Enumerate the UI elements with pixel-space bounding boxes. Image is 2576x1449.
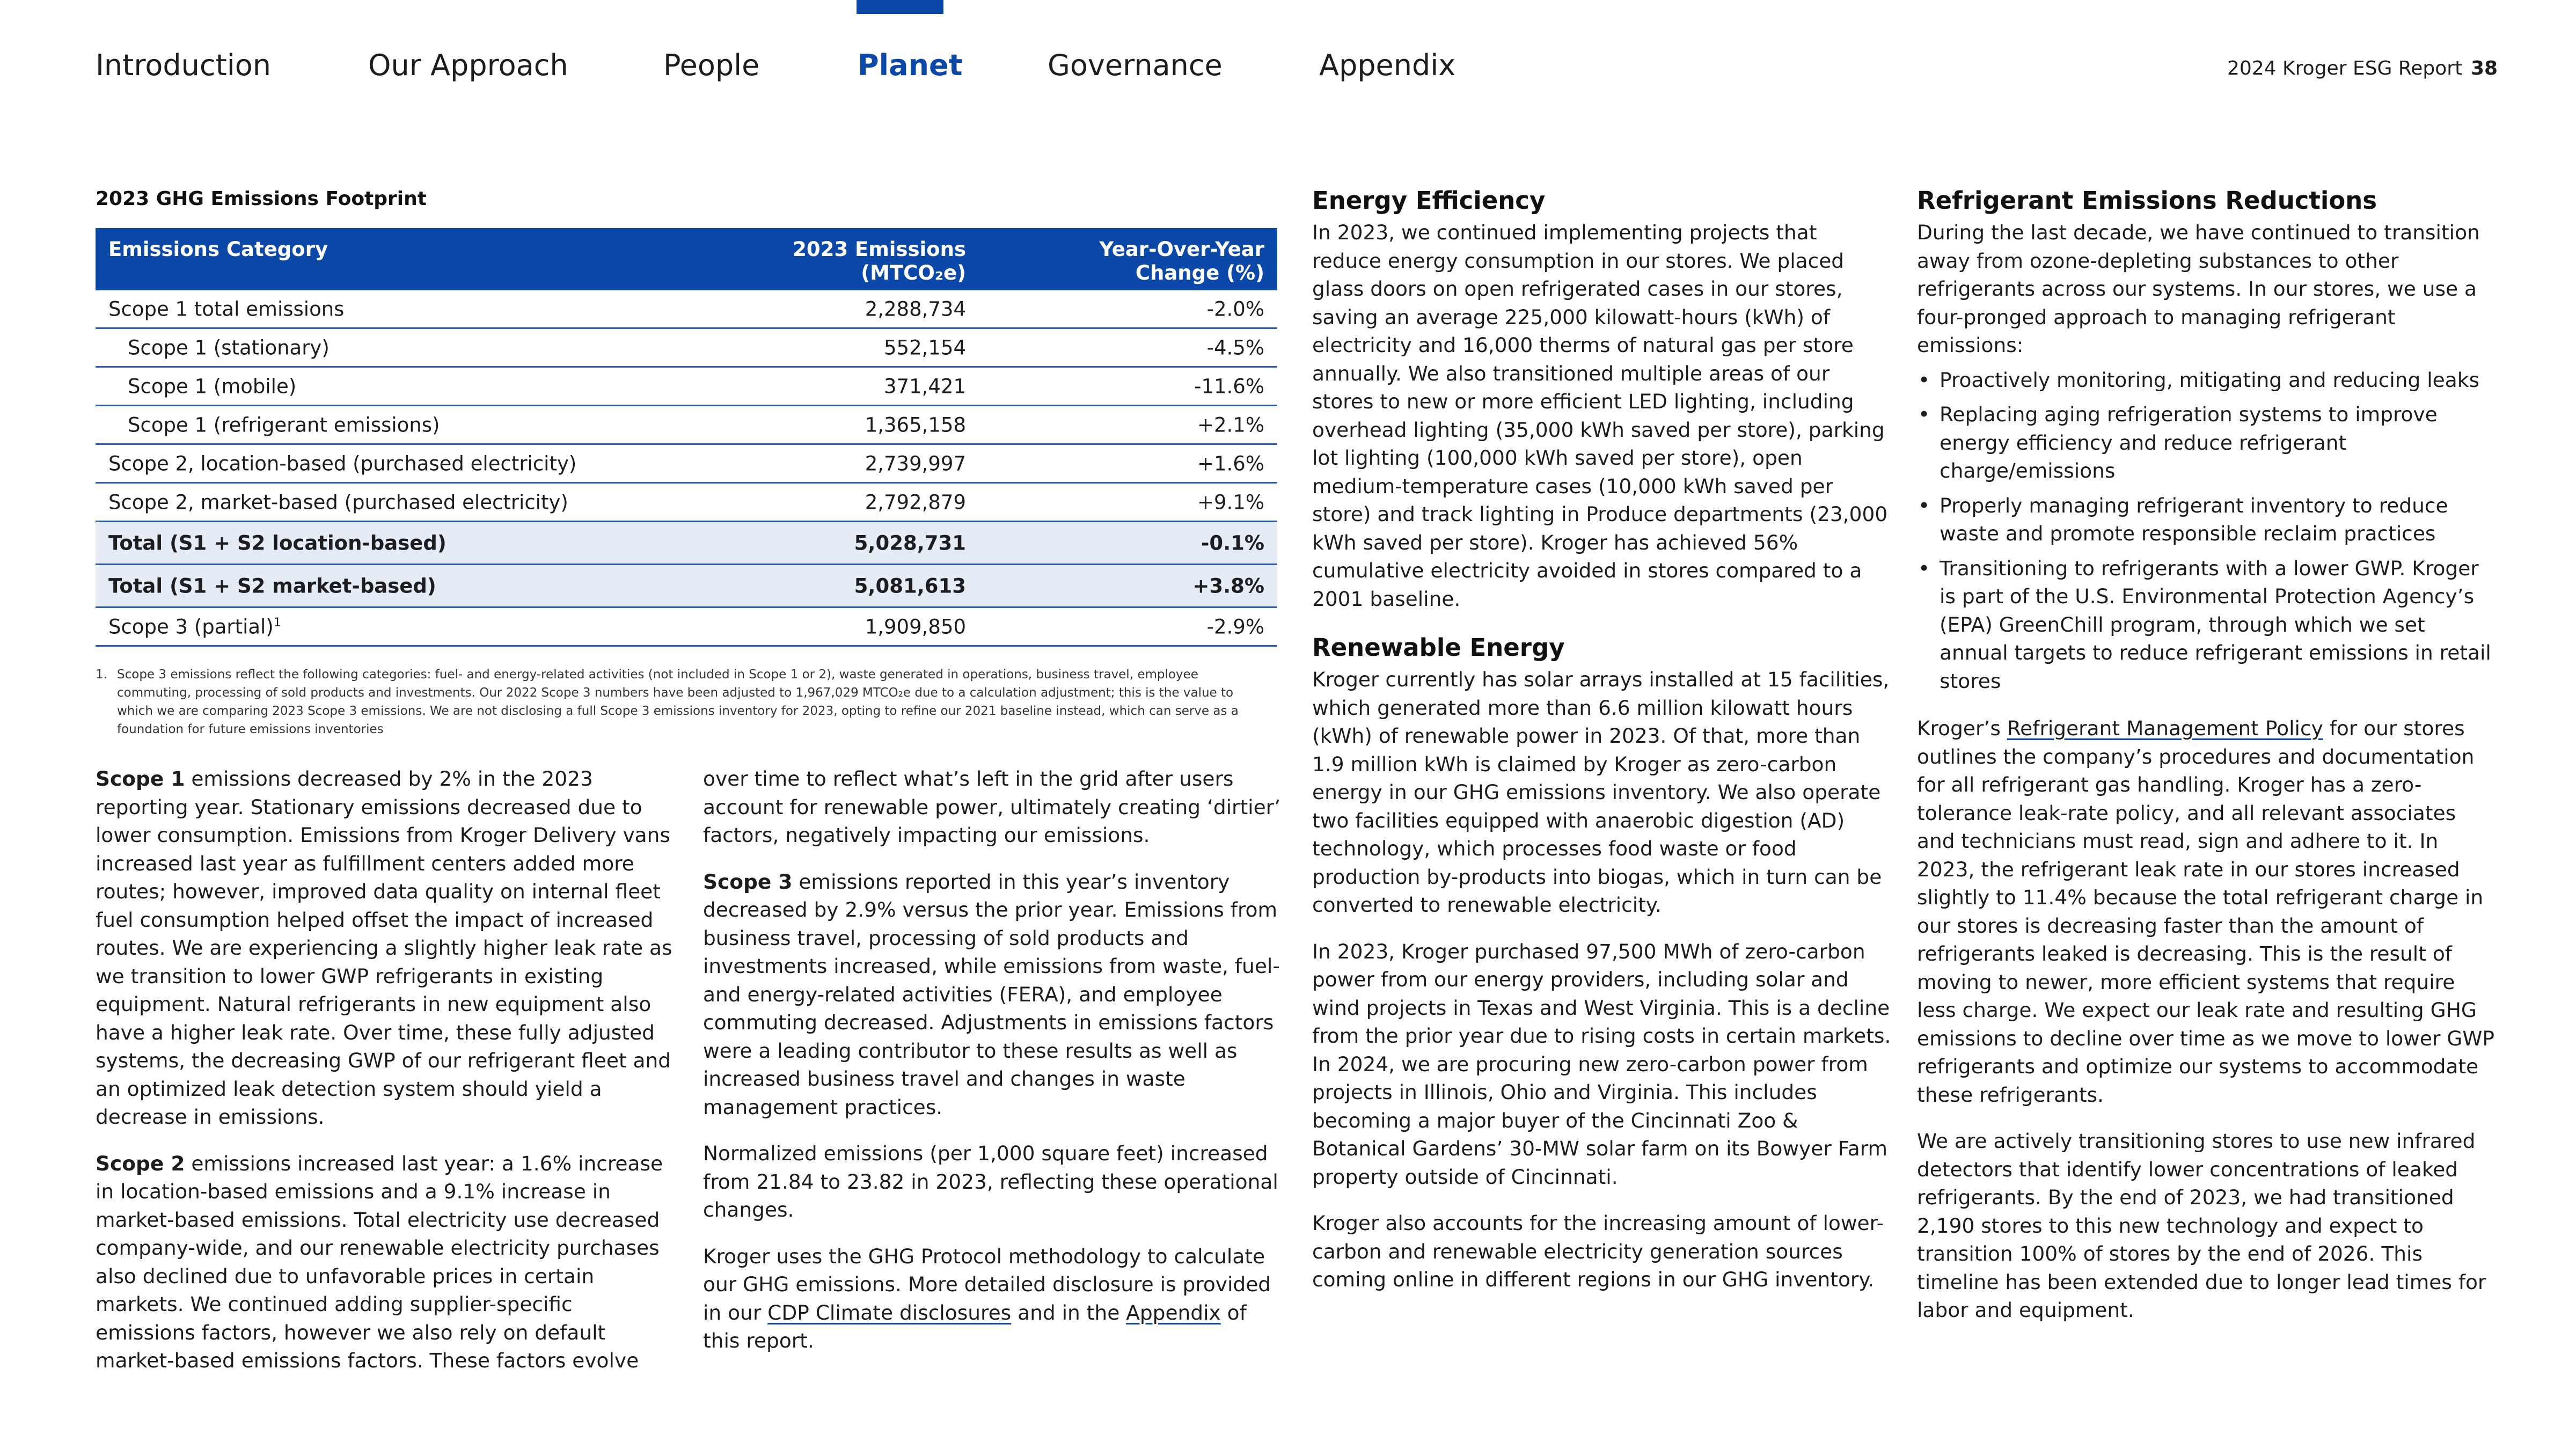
- page-number: 38: [2471, 57, 2498, 79]
- paragraph-normalized: Normalized emissions (per 1,000 square feet) increased from 21.84 to 23.82 in 2023, reflecting these operational changes.: [703, 1141, 1278, 1221]
- heading-renewable-energy: Renewable Energy: [1312, 633, 1565, 662]
- body-column-scope-3: [703, 765, 1283, 1373]
- table-row: Scope 1 (mobile) 371,421 -11.6%: [96, 368, 1277, 406]
- paragraph-zero-carbon: In 2023, Kroger purchased 97,500 MWh of zero-carbon power from our energy providers, including solar and wind projects in Texas and West Virginia. This is a decline from the prior year due to rising costs in certain markets. In 2024, we are procuring new zero-carbon power from projects in Illinois, Ohio and Virginia. This includes becoming a major buyer of the Cincinnati Zoo & Botanical Gardens’ 30-MW solar farm on its Bowyer Farm property outside of Cincinnati.: [1312, 939, 1891, 1189]
- nav-appendix[interactable]: Appendix: [1319, 48, 1456, 82]
- paragraph-infrared-detectors: We are actively transitioning stores to use new infrared detectors that identify lower concentrations of leaked refrigerants. By the end of 2023, we had transitioned 2,190 stores to this new technology and expect to transition 100% of stores by the end of 2026. This timeline has been extended due to longer lead times for labor and equipment.: [1917, 1129, 2486, 1322]
- nav-governance[interactable]: Governance: [1048, 48, 1223, 82]
- header-category: Emissions Category: [108, 238, 328, 261]
- body-column-energy: [1312, 185, 1892, 1312]
- footnote-marker: 1: [273, 616, 281, 630]
- table-footnote: 1. Scope 3 emissions reflect the following categories: fuel- and energy-related activities (not included in Scope 1 or 2), waste generated in operations, business travel, employee commuting, processing of sold products and investments. Our 2022 Scope 3 numbers have been adjusted to 1,967,029 MTCO₂e due to a calculation adjustment; this is the value to which we are comparing 2023 Scope 3 emissions. We are not disclosing a full Scope 3 emissions inventory for 2023, opting to refine our 2021 baseline instead, which can serve as a foundation for future emissions inventories: [96, 668, 1239, 736]
- table-row-total: Total (S1 + S2 location-based) 5,028,731 -0.1%: [96, 522, 1277, 565]
- paragraph-solar: Kroger currently has solar arrays installed at 15 facilities, which generated more than 6.6 million kilowatt hours (kWh) of renewable power in 2023. Of that, more than 1.9 million kWh is claimed by Kroger as zero-carbon energy in our GHG emissions inventory. We also operate two facilities equipped with anaerobic digestion (AD) technology, which processes food waste or food production by-products into biogas, which in turn can be converted to renewable electricity.: [1312, 668, 1890, 917]
- paragraph-continuation: over time to reflect what’s left in the grid after users account for renewable power, ultimately creating ‘dirtier’ factors, negatively impacting our emissions.: [703, 767, 1281, 847]
- report-name: 2024 Kroger ESG Report: [2227, 57, 2463, 79]
- list-item: • Transitioning to refrigerants with a lower GWP. Kroger is part of the U.S. Environmental Protection Agency’s (EPA) GreenChill program, through which we set annual targets to reduce refrigerant emissions in retail stores: [1917, 554, 2497, 696]
- paragraph-methodology: Kroger uses the GHG Protocol methodology to calculate our GHG emissions. More detailed disclosure is provided in our CDP Climate disclosures and in the Appendix of this report.: [703, 1244, 1271, 1352]
- table-row: Scope 1 total emissions 2,288,734 -2.0%: [96, 290, 1277, 329]
- table-row: Scope 2, market-based (purchased electricity) 2,792,879 +9.1%: [96, 484, 1277, 522]
- appendix-link[interactable]: Appendix: [1126, 1300, 1221, 1324]
- table-row: Scope 1 (stationary) 552,154 -4.5%: [96, 329, 1277, 368]
- table-row-total: Total (S1 + S2 market-based) 5,081,613 +3.8%: [96, 565, 1277, 608]
- paragraph-scope-3: Scope 3 emissions reported in this year’s inventory decreased by 2.9% versus the prior year. Emissions from business travel, processing of sold products and investments increased, while emissions from waste, fuel- and energy-related activities (FERA), and employee commuting decreased. Adjustments in emissions factors were a leading contributor to these results as well as increased business travel and changes in waste management practices.: [703, 869, 1280, 1119]
- cdp-climate-link[interactable]: CDP Climate disclosures: [767, 1300, 1012, 1324]
- paragraph-refrigerant-policy: Kroger’s Refrigerant Management Policy for our stores outlines the company’s procedures and documentation for all refrigerant gas handling. Kroger has a zero-tolerance leak-rate policy, and all relevant associates and technicians must read, sign and adhere to it. In 2023, the refrigerant leak rate in our stores increased slightly to 11.4% because the total refrigerant charge in our stores is decreasing faster than the amount of refrigerants leaked is decreasing. This is the result of moving to newer, more efficient systems that require less charge. We expect our leak rate and resulting GHG emissions to decline over time as we move to lower GWP refrigerants and optimize our systems to accommodate these refrigerants.: [1917, 716, 2495, 1107]
- nav-people[interactable]: People: [663, 48, 760, 82]
- paragraph-energy-efficiency: In 2023, we continued implementing projects that reduce energy consumption in our stores. We placed glass doors on open refrigerated cases in our stores, saving an average 225,000 kilowatt-hours (kWh) of electricity and 16,000 therms of natural gas per store annually. We also transitioned multiple areas of our stores to new or more efficient LED lighting, including overhead lighting (35,000 kWh saved per store), parking lot lighting (100,000 kWh saved per store), open medium-temperature cases (10,000 kWh saved per store) and track lighting in Produce departments (23,000 kWh saved per store). Kroger has achieved 56% cumulative electricity avoided in stores compared to a 2001 baseline.: [1312, 221, 1888, 611]
- body-column-scope-1-2: [96, 765, 675, 1393]
- refrigerant-policy-link[interactable]: Refrigerant Management Policy: [2007, 716, 2323, 740]
- list-item: • Replacing aging refrigeration systems to improve energy efficiency and reduce refrigerant charge/emissions: [1917, 400, 2497, 485]
- table-row: Scope 1 (refrigerant emissions) 1,365,158 +2.1%: [96, 406, 1277, 445]
- nav-introduction[interactable]: Introduction: [96, 48, 272, 82]
- paragraph-scope-2: Scope 2 emissions increased last year: a 1.6% increase in location-based emissions and a 9.1% increase in market-based emissions. Total electricity use decreased company-wide, and our renewable electricity purchases also declined due to unfavorable prices in certain markets. We continued adding supplier-specific emissions factors, however we also rely on default market-based emissions factors. These factors evolve: [96, 1151, 663, 1372]
- paragraph-inventory: Kroger also accounts for the increasing amount of lower-carbon and renewable electricity generation sources coming online in different regions in our GHG inventory.: [1312, 1211, 1884, 1291]
- list-item: • Properly managing refrigerant inventory to reduce waste and promote responsible reclaim practices: [1917, 492, 2497, 548]
- table-header: [96, 228, 1277, 290]
- nav-planet[interactable]: Planet: [858, 48, 963, 82]
- paragraph-scope-1: Scope 1 emissions decreased by 2% in the 2023 reporting year. Stationary emissions decreased due to lower consumption. Emissions from Kroger Delivery vans increased last year as fulfillment centers added more routes; however, improved data quality on internal fleet fuel consumption helped offset the impact of increased routes. We are experiencing a slightly higher leak rate as we transition to lower GWP refrigerants in existing equipment. Natural refrigerants in new equipment also have a higher leak rate. Over time, these fully adjusted systems, the decreasing GWP of our refrigerant fleet and an optimized leak detection system should yield a decrease in emissions.: [96, 767, 672, 1129]
- body-column-refrigerant: [1917, 185, 2497, 1343]
- table-title: 2023 GHG Emissions Footprint: [96, 188, 427, 210]
- heading-refrigerant: Refrigerant Emissions Reductions: [1917, 186, 2377, 215]
- heading-energy-efficiency: Energy Efficiency: [1312, 186, 1546, 215]
- table-row: Scope 3 (partial)$^1$ 1,909,850 -2.9%: [96, 608, 1277, 647]
- table-row: Scope 2, location-based (purchased electricity) 2,739,997 +1.6%: [96, 445, 1277, 484]
- list-item: • Proactively monitoring, mitigating and reducing leaks: [1917, 366, 2497, 394]
- top-navigation: [96, 48, 1491, 86]
- header-change: Year-Over-Year Change (%): [1099, 238, 1264, 284]
- active-tab-indicator: [857, 0, 943, 14]
- ghg-emissions-table: [96, 228, 1277, 647]
- nav-our-approach[interactable]: Our Approach: [368, 48, 568, 82]
- paragraph-refrigerant-intro: During the last decade, we have continued to transition away from ozone-depleting substances to other refrigerants across our systems. In our stores, we use a four-pronged approach to managing refrigerant emissions:: [1917, 221, 2480, 357]
- refrigerant-approach-list: [1917, 366, 2497, 696]
- header-emissions: 2023 Emissions (MTCO₂e): [793, 238, 966, 284]
